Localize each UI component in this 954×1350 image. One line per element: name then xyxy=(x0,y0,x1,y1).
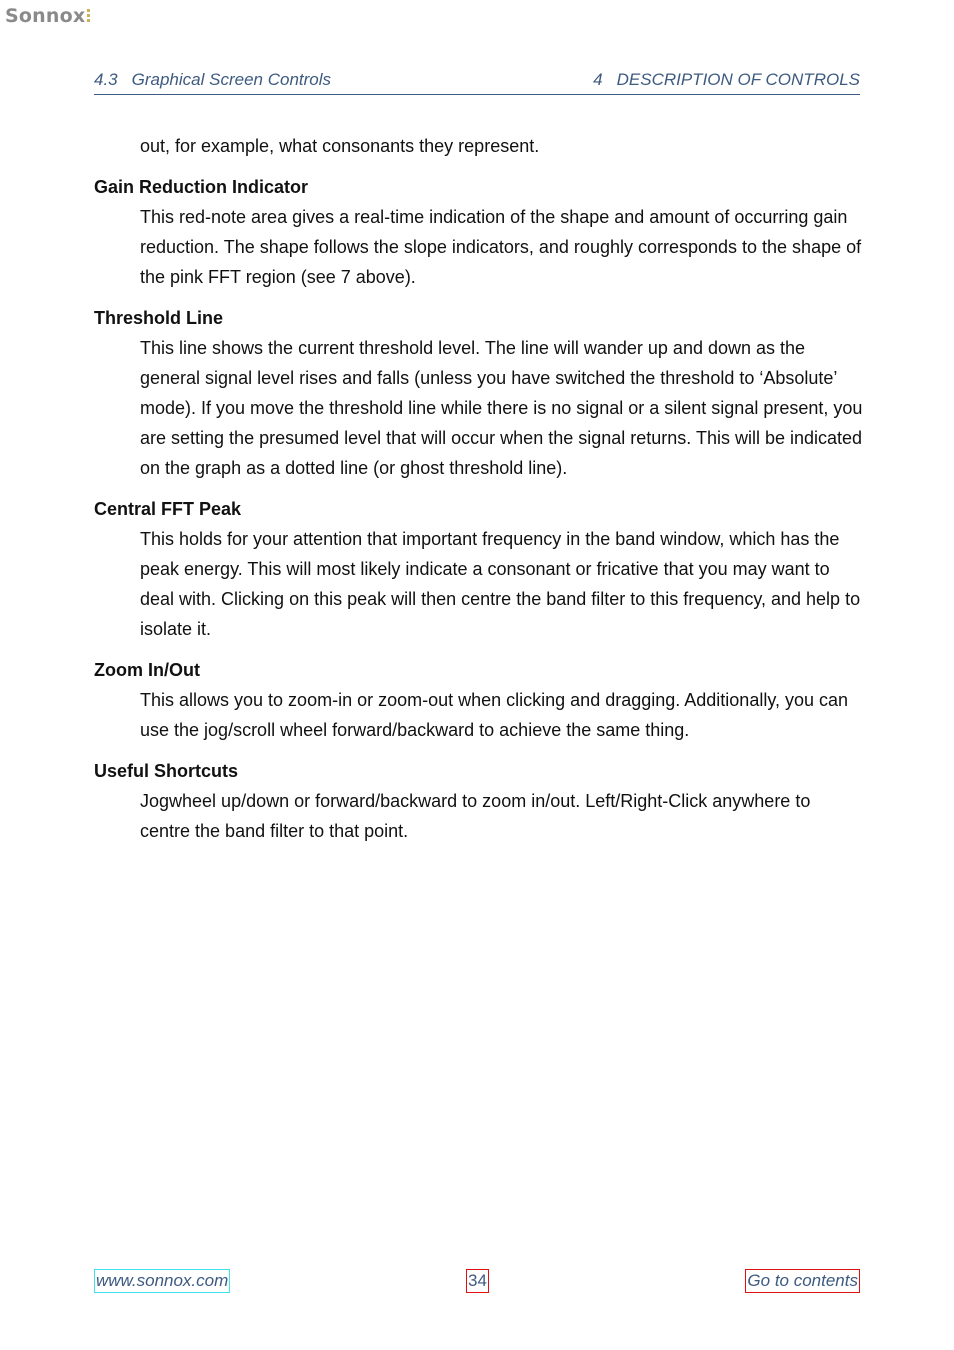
main-content xyxy=(94,131,864,846)
section-heading-gain-reduction: Gain Reduction Indicator xyxy=(94,177,309,197)
logo-text: Sonnox xyxy=(5,5,86,27)
header-section-title: Graphical Screen Controls xyxy=(131,70,332,89)
page-footer xyxy=(94,1269,860,1293)
section-heading-useful-shortcuts: Useful Shortcuts xyxy=(94,761,239,781)
page-header xyxy=(94,70,860,95)
section-heading-threshold-line: Threshold Line xyxy=(94,308,224,328)
header-chapter xyxy=(593,70,860,90)
section-body-threshold-line: This line shows the current threshold level. The line will wander up and down as the general signal level rises and falls (unless you have switched the threshold to ‘Absolute’ mode). If you move the threshold line while there is no signal or a silent signal present, you are setting the presumed level that will occur when the signal returns. This will be indicated on the graph as a dotted line (or ghost threshold line). xyxy=(140,338,863,478)
header-chapter-number: 4 xyxy=(593,70,603,89)
website-link[interactable]: www.sonnox.com xyxy=(94,1269,230,1293)
section-heading-central-fft-peak: Central FFT Peak xyxy=(94,499,242,519)
section-body-gain-reduction: This red-note area gives a real-time indication of the shape and amount of occurring gain reduction. The shape follows the slope indicators, and roughly corresponds to the shape of the pink FFT region (see 7 above). xyxy=(140,207,862,287)
section-body-useful-shortcuts: Jogwheel up/down or forward/backward to zoom in/out. Left/Right-Click anywhere to centre the band filter to that point. xyxy=(140,791,811,841)
header-chapter-title: DESCRIPTION OF CONTROLS xyxy=(616,70,860,89)
sonnox-logo xyxy=(5,5,90,27)
section-body-zoom: This allows you to zoom-in or zoom-out when clicking and dragging. Additionally, you can use the jog/scroll wheel forward/backward to achieve the same thing. xyxy=(140,690,849,740)
header-section-number: 4.3 xyxy=(94,70,118,89)
section-heading-zoom: Zoom In/Out xyxy=(94,660,200,680)
go-to-contents-link[interactable]: Go to contents xyxy=(745,1269,860,1293)
section-body-central-fft-peak: This holds for your attention that important frequency in the band window, which has the peak energy. This will most likely indicate a consonant or fricative that you may want to deal with. Clicking on this peak will then centre the band filter to this frequency, and help to isolate it. xyxy=(140,529,861,639)
intro-continuation: out, for example, what consonants they represent. xyxy=(140,136,540,156)
header-section xyxy=(94,70,331,90)
logo-dots-icon xyxy=(87,9,90,22)
page-number-link[interactable]: 34 xyxy=(466,1269,489,1293)
